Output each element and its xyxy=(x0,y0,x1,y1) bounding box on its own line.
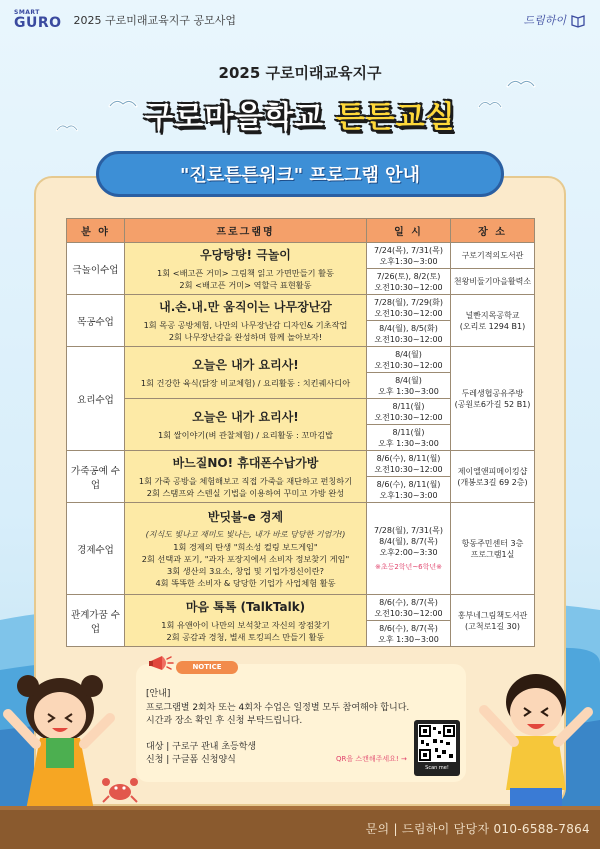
target-text: 대상 | 구로구 관내 초등학생 xyxy=(146,741,257,752)
place-cell xyxy=(451,595,535,647)
brand-text: 드림하이 xyxy=(523,14,566,27)
program-line: 2회 공감과 경청, 별새 토킹피스 만들기 활동 xyxy=(166,632,325,642)
time-text: 오후1:30~3:00 xyxy=(379,490,438,500)
area-cell: 목공수업 xyxy=(67,295,125,347)
contact-info: 문의 | 드림하이 담당자 010-6588-7864 xyxy=(365,822,590,836)
qr-label: Scan me! xyxy=(425,765,449,771)
date-cell xyxy=(367,373,451,399)
program-title: 내.손.내.만 움직이는 나무장난감 xyxy=(159,300,332,314)
date-cell xyxy=(367,399,451,425)
date-text: 8/4(월) xyxy=(395,349,422,359)
program-line: 1회 쌀이야기(벼 관찰체험) / 요리활동 : 꼬마김밥 xyxy=(157,430,334,440)
title-part-b: 튼튼교실 xyxy=(335,100,456,135)
date-cell xyxy=(367,425,451,451)
program-cell xyxy=(125,503,367,595)
program-line: 4회 똑똑한 소비자 & 당당한 기업가 사업체험 활동 xyxy=(155,578,336,588)
place-name: 항동주민센터 3층 xyxy=(461,538,524,548)
program-cell xyxy=(125,451,367,503)
date-cell xyxy=(367,269,451,295)
program-title: 오늘은 내가 요리사! xyxy=(192,358,299,372)
area-cell: 극놀이수업 xyxy=(67,243,125,295)
time-text: 오전10:30~12:00 xyxy=(374,412,443,422)
program-line: 2회 <배고픈 거미> 역할극 표현활동 xyxy=(179,280,312,290)
place-name: 제이엘앤피메이킹샵 xyxy=(457,466,528,476)
date-text: 8/4(월) xyxy=(395,375,422,385)
header-bar xyxy=(14,10,236,30)
title-part-a: 구로마을학교 xyxy=(144,100,325,135)
col-header-place: 장 소 xyxy=(451,219,535,243)
qr-code-image[interactable] xyxy=(418,724,456,762)
project-label: 2025 구로미래교육지구 공모사업 xyxy=(73,14,237,27)
col-header-program: 프로그램명 xyxy=(125,219,367,243)
program-cell xyxy=(125,399,367,451)
date-cell xyxy=(367,347,451,373)
notice-heading: [안내] xyxy=(146,689,171,699)
date-cell xyxy=(367,621,451,647)
poster-overline: 2025 구로미래교육지구 xyxy=(218,64,382,82)
date-cell xyxy=(367,477,451,503)
date-cell xyxy=(367,503,451,595)
time-text: 오후 1:30~3:00 xyxy=(378,438,439,448)
program-line: 1회 유앤아이 나만의 보석찾고 자신의 장점찾기 xyxy=(161,620,330,630)
place-address: (오리로 1294 B1) xyxy=(459,321,526,331)
table-row xyxy=(67,451,535,477)
date-text: 7/26(토), 8/2(토) xyxy=(376,271,441,281)
place-address: (고척로1길 30) xyxy=(465,621,520,631)
table-header-row xyxy=(67,219,535,243)
qr-pattern-icon xyxy=(418,724,456,762)
place-cell xyxy=(451,347,535,451)
date-text: 8/6(수), 8/11(월) xyxy=(376,453,441,463)
notice-line: 프로그램별 2회차 또는 4회차 수업은 일정별 모두 참여해야 합니다. xyxy=(146,702,410,713)
time-text: 오전10:30~12:00 xyxy=(374,464,443,474)
date-text: 8/11(월) xyxy=(392,427,425,437)
poster-title xyxy=(0,92,600,136)
apply-text: 신청 | 구글폼 신청양식 xyxy=(146,755,236,765)
dreamhigh-logo xyxy=(523,12,586,28)
program-note: (지식도 빛나고 재미도 빛나는, 내가 바로 당당한 기업가!) xyxy=(145,530,346,539)
program-line: 2회 선택과 포기, "과자 포장지에서 소비자 정보찾기 게임" xyxy=(141,554,350,564)
table-row xyxy=(67,243,535,269)
program-title: 우당탕탕! 극놀이 xyxy=(200,248,291,262)
time-text: 오전10:30~12:00 xyxy=(374,334,443,344)
program-cell xyxy=(125,243,367,295)
area-cell: 관계가꿈 수업 xyxy=(67,595,125,647)
program-line: 2회 나무장난감을 완성하며 함께 놀아보자! xyxy=(168,332,323,342)
table-row xyxy=(67,503,535,595)
col-header-date: 일 시 xyxy=(367,219,451,243)
notice-line: 시간과 장소 확인 후 신청 부탁드립니다. xyxy=(146,716,303,726)
program-title: 마음 톡톡 (TalkTalk) xyxy=(185,600,306,614)
date-text: 8/6(수), 8/11(월) xyxy=(376,479,441,489)
date-text: 8/4(월), 8/7(목) xyxy=(379,536,438,546)
place-address: 프로그램1실 xyxy=(470,549,515,559)
time-text: 오전10:30~12:00 xyxy=(374,360,443,370)
grade-note: ※초등2학년~6학년※ xyxy=(374,562,443,571)
logo-main-text: GURO xyxy=(14,15,62,31)
program-cell xyxy=(125,595,367,647)
area-cell: 요리수업 xyxy=(67,347,125,451)
program-line: 1회 경제의 탄생 "희소성 컬링 보드게임" xyxy=(173,542,318,552)
time-text: 오후 1:30~3:00 xyxy=(378,634,439,644)
subtitle-banner xyxy=(96,151,504,197)
table-row xyxy=(67,595,535,621)
megaphone-icon xyxy=(148,652,178,676)
program-line: 2회 스탬프와 스텐실 기법을 이용하여 꾸미고 가방 완성 xyxy=(146,488,345,498)
date-cell xyxy=(367,451,451,477)
date-text: 8/11(월) xyxy=(392,401,425,411)
date-text: 8/6(수), 8/7(목) xyxy=(379,597,438,607)
program-cell xyxy=(125,295,367,347)
program-line: 3회 생산의 3요소, 창업 및 기업가정신이란? xyxy=(167,566,324,576)
notice-tag: NOTICE xyxy=(176,661,238,674)
time-text: 오후 1:30~3:00 xyxy=(378,386,439,396)
place-address: (공원로6가길 52 B1) xyxy=(454,399,531,409)
place-cell xyxy=(451,295,535,347)
boy-illustration xyxy=(470,640,600,820)
area-cell: 가죽공예 수업 xyxy=(67,451,125,503)
book-icon xyxy=(570,12,586,28)
date-cell xyxy=(367,295,451,321)
time-text: 오전10:30~12:00 xyxy=(374,282,443,292)
program-line: 1회 건강한 육식(닭장 비교체험) / 요리활동 : 치킨퀘사디아 xyxy=(140,378,351,388)
smart-guro-logo xyxy=(14,10,62,30)
place-name: 두레생협공유주방 xyxy=(461,388,524,398)
time-text: 오전10:30~12:00 xyxy=(374,608,443,618)
col-header-area: 분 야 xyxy=(67,219,125,243)
date-text: 8/4(월), 8/5(화) xyxy=(379,323,438,333)
area-cell: 경제수업 xyxy=(67,503,125,595)
date-text: 7/28(월), 7/29(화) xyxy=(374,297,443,307)
table-row xyxy=(67,347,535,373)
place-name: 홍부네그림책도서관 xyxy=(457,610,528,620)
qr-hint: QR을 스캔해주세요! → xyxy=(336,755,407,763)
logo-small-text: SMART xyxy=(14,9,40,16)
program-line: 1회 가죽 공방을 체험해보고 직접 가죽을 재단하고 펀칭하기 xyxy=(138,476,353,486)
program-title: 바느질NO! 휴대폰수납가방 xyxy=(172,456,319,470)
time-text: 오후1:30~3:00 xyxy=(379,256,438,266)
date-cell xyxy=(367,243,451,269)
program-title: 오늘은 내가 요리사! xyxy=(192,410,299,424)
time-text: 오전10:30~12:00 xyxy=(374,308,443,318)
table-row xyxy=(67,295,535,321)
program-title: 반딧불-e 경제 xyxy=(207,510,284,524)
place-cell: 구로기적의도서관 xyxy=(451,243,535,269)
program-cell xyxy=(125,347,367,399)
date-text: 8/6(수), 8/7(목) xyxy=(379,623,438,633)
program-line: 1회 <배고픈 거미> 그림책 읽고 가면만들기 활동 xyxy=(157,268,334,278)
date-text: 7/28(월), 7/31(목) xyxy=(374,525,443,535)
program-line: 1회 목공 공방체험, 나만의 나무장난감 디자인& 기초작업 xyxy=(143,320,348,330)
place-cell xyxy=(451,503,535,595)
date-cell xyxy=(367,595,451,621)
place-cell xyxy=(451,451,535,503)
time-text: 오후2:00~3:30 xyxy=(379,547,438,557)
subtitle-text: "진로튼튼워크" 프로그램 안내 xyxy=(180,165,420,186)
crab-icon xyxy=(100,774,140,804)
place-cell: 천왕비둘기마을활력소 xyxy=(451,269,535,295)
program-table xyxy=(66,218,535,647)
place-address: (개봉로3길 69 2층) xyxy=(457,477,528,487)
date-cell xyxy=(367,321,451,347)
place-name: 널빤지목공학교 xyxy=(465,310,520,320)
date-text: 7/24(목), 7/31(목) xyxy=(374,245,443,255)
qr-code[interactable] xyxy=(414,720,460,776)
